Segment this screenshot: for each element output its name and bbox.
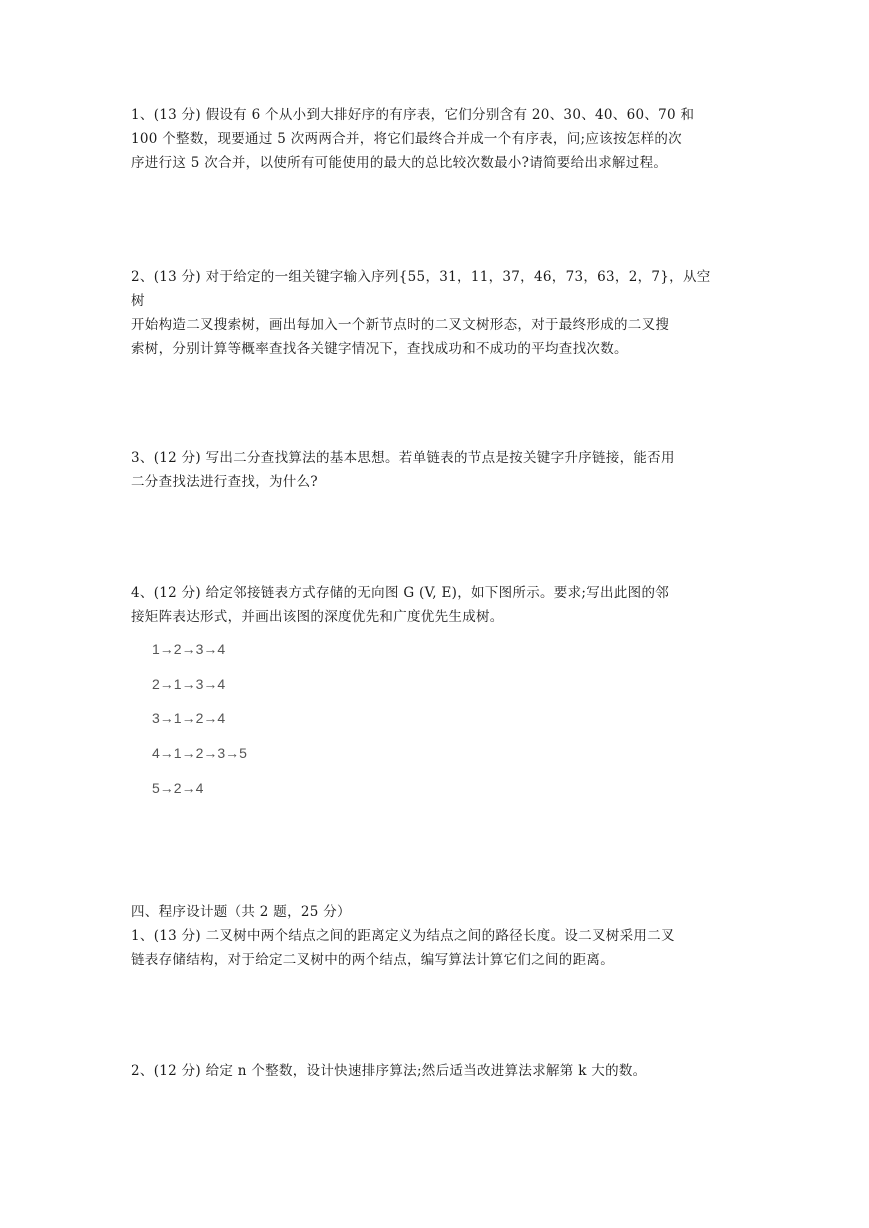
program-1-line: 1、(13 分) 二叉树中两个结点之间的距离定义为结点之间的路径长度。设二叉树采用二叉 [131, 928, 675, 944]
adjacency-row-2: 2→1→3→4 [152, 676, 226, 692]
program-1-line: 链表存储结构，对于给定二叉树中的两个结点，编写算法计算它们之间的距离。 [131, 952, 614, 968]
question-2-line: 索树，分别计算等概率查找各关键字情况下，查找成功和不成功的平均查找次数。 [131, 341, 628, 357]
question-4-line: 接矩阵表达形式，并画出该图的深度优先和广度优先生成树。 [131, 609, 504, 625]
question-1-line: 序进行这 5 次合并，以使所有可能使用的最大的总比较次数最小?请简要给出求解过程。 [131, 155, 668, 171]
section-4-title: 四、程序设计题（共 2 题，25 分） [131, 904, 351, 920]
question-2-line: 2、(13 分) 对于给定的一组关键字输入序列{55，31，11，37，46，73，63，2，7}，从空 [131, 269, 711, 285]
question-4 [131, 581, 751, 629]
program-2-line: 2、(12 分) 给定 n 个整数，设计快速排序算法;然后适当改进算法求解第 k 大的数。 [131, 1063, 647, 1079]
question-3 [131, 446, 751, 494]
program-2 [131, 1059, 751, 1083]
question-4-line: 4、(12 分) 给定邻接链表方式存储的无向图 G (V, E)，如下图所示。要求;写出此图的邻 [131, 585, 670, 601]
question-1-line: 1、(13 分) 假设有 6 个从小到大排好序的有序表，它们分别含有 20、30、40、60、70 和 [131, 107, 695, 123]
adjacency-row-3: 3→1→2→4 [152, 710, 226, 726]
question-3-line: 3、(12 分) 写出二分查找算法的基本思想。若单链表的节点是按关键字升序链接，能否用 [131, 450, 675, 466]
question-2-line: 开始构造二叉搜索树，画出每加入一个新节点时的二叉文树形态，对于最终形成的二叉搜 [131, 317, 670, 333]
question-2-line: 树 [131, 293, 145, 309]
question-1 [131, 103, 751, 175]
adjacency-row-1: 1→2→3→4 [152, 641, 226, 657]
adjacency-row-4: 4→1→2→3→5 [152, 745, 247, 761]
question-1-line: 100 个整数，现要通过 5 次两两合并，将它们最终合并成一个有序表，问;应该按怎样的次 [131, 131, 682, 147]
question-3-line: 二分查找法进行查找，为什么? [131, 474, 318, 490]
adjacency-row-5: 5→2→4 [152, 780, 204, 796]
question-2 [131, 265, 751, 361]
section-4 [131, 900, 751, 972]
